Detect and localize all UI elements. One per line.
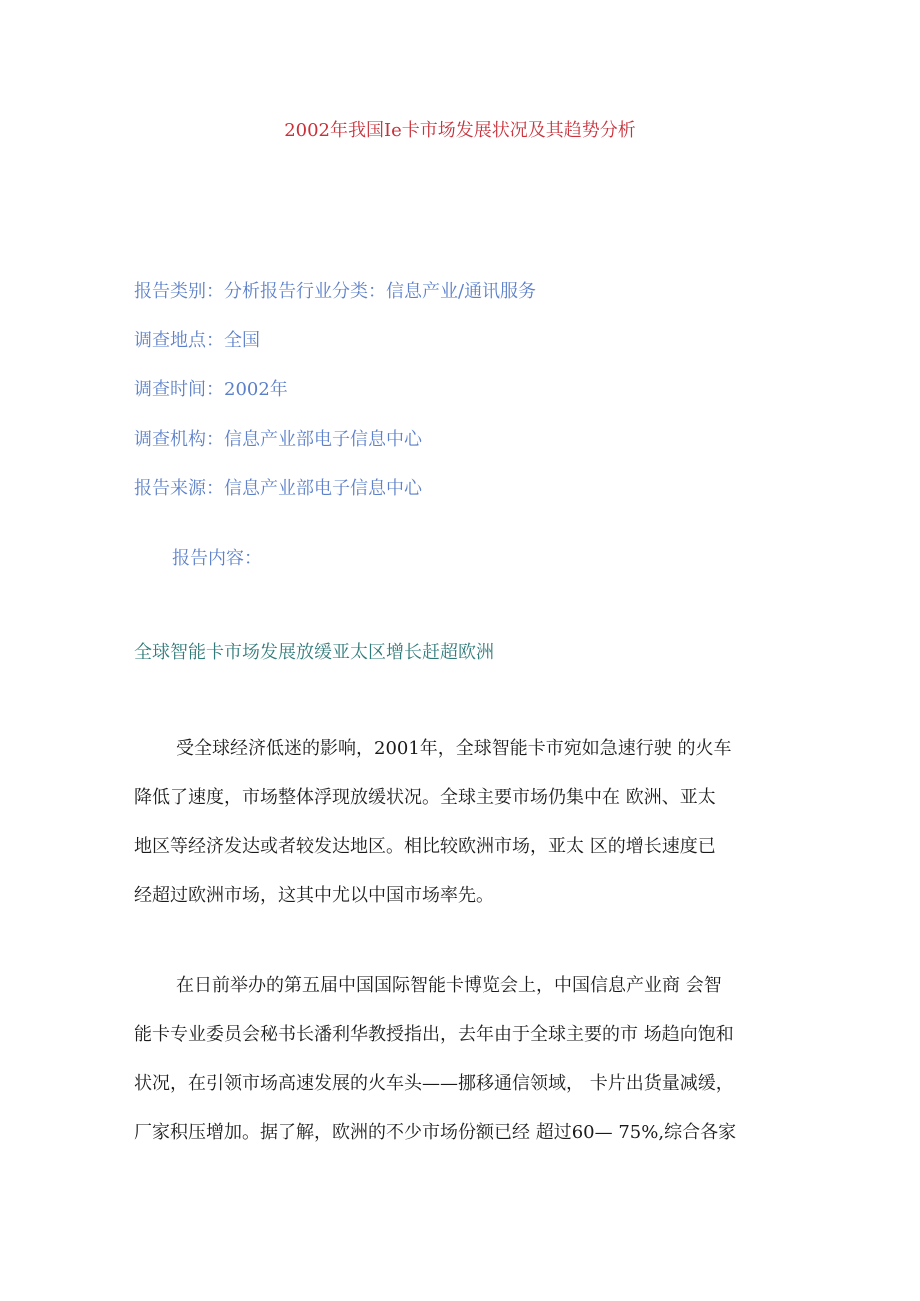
paragraph-line: 地区等经济发达或者较发达地区。相比较欧洲市场，亚太 区的增长速度已 [134,836,716,857]
meta-survey-time: 调查时间：2002年 [134,379,288,400]
paragraph-1 [134,734,814,930]
paragraph-line: 厂家积压增加。据了解，欧洲的不少市场份额已经 超过60— 75%,综合各家 [134,1122,737,1143]
meta-report-source: 报告来源：信息产业部电子信息中心 [134,478,422,499]
meta-report-category: 报告类别：分析报告行业分类：信息产业/通讯服务 [134,281,537,302]
paragraph-line: 经超过欧洲市场，这其中尤以中国市场率先。 [134,885,494,906]
paragraph-line: 能卡专业委员会秘书长潘利华教授指出，去年由于全球主要的市 场趋向饱和 [134,1024,734,1045]
document-title: 2002年我国Ie卡市场发展状况及其趋势分析 [284,120,636,141]
paragraph-line: 在日前举办的第五届中国国际智能卡博览会上，中国信息产业商 会智 [176,975,722,996]
meta-survey-organization: 调查机构：信息产业部电子信息中心 [134,429,422,450]
report-content-label: 报告内容： [172,548,262,569]
paragraph-line: 降低了速度，市场整体浮现放缓状况。全球主要市场仍集中在 欧洲、亚太 [134,787,716,808]
section-heading: 全球智能卡市场发展放缓亚太区增长赶超欧洲 [134,642,494,663]
meta-survey-location: 调查地点：全国 [134,330,260,351]
paragraph-2 [134,971,814,1167]
paragraph-line: 受全球经济低迷的影响，2001年，全球智能卡市宛如急速行驶 的火车 [176,738,732,759]
paragraph-line: 状况，在引领市场高速发展的火车头——挪移通信领域， 卡片出货量减缓， [134,1073,734,1094]
